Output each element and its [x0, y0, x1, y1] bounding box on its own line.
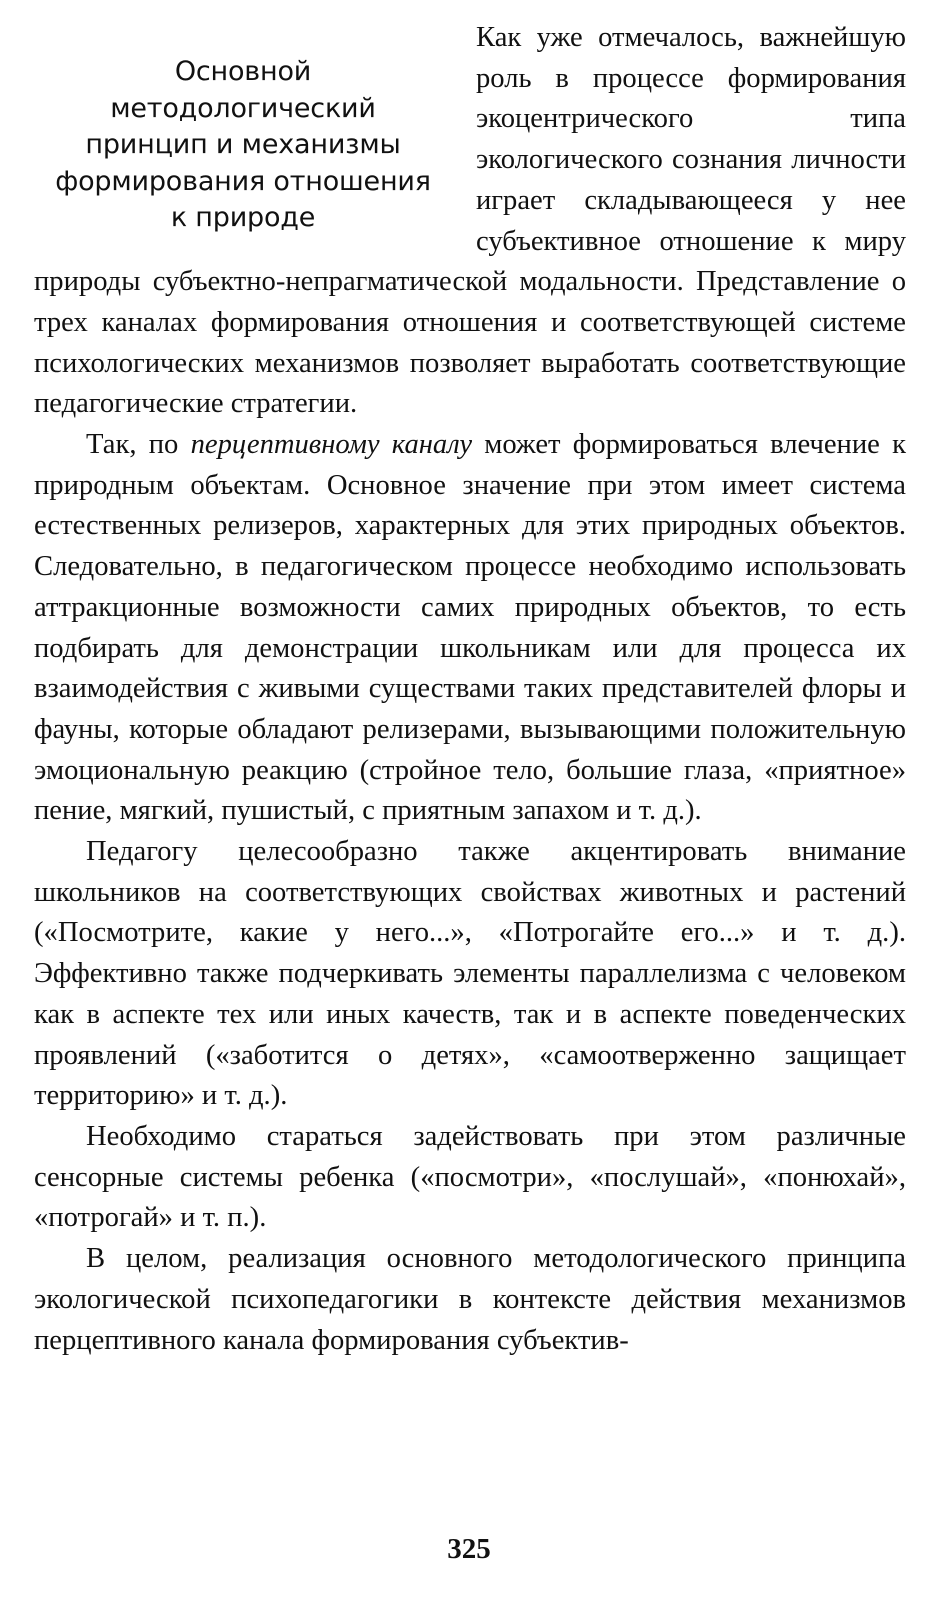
paragraph-text: Педагогу целесообразно также акцентировать внимание школьников на соответствующих свойствах животных и растений («Посмотрите, какие у него...», «Потрогайте его...» и т. д.). Эффективно также подчеркивать элементы параллелизма с человеком как в аспекте тех или иных качеств, так и в аспекте поведенческих проявлений («заботится о детях», «самоотверженно защищает территорию» и т. д.).: [34, 836, 906, 1112]
page-content: [34, 18, 906, 1361]
paragraph-conclusion: [34, 1239, 906, 1361]
heading-line: методологический: [110, 92, 376, 124]
paragraph-text: В целом, реализация основного методологического принципа экологической психопедагогики в контексте действия механизмов перцептивного канала формирования субъектив-: [34, 1243, 906, 1356]
page-number: 325: [447, 1533, 491, 1565]
heading-line: принцип и механизмы: [85, 129, 401, 160]
paragraph-teacher-attention: [34, 832, 906, 1117]
heading-line: формирования отношения: [55, 165, 431, 197]
paragraph-text: Как уже отмечалось, важнейшую роль в процессе формирования экоцентрического типа экологического сознания личности играет складывающееся у нее субъективное отношение к миру природы субъектно-непрагматической модальности. Представление о трех каналах формирования отношения и соответствующей системе психологических механизмов позволяет выработать соответствующие педагогические стратегии.: [34, 22, 906, 420]
paragraph-perceptive-channel: [34, 425, 906, 832]
paragraph-sensory-systems: [34, 1117, 906, 1239]
paragraph-text: Так, по: [86, 429, 191, 461]
heading-line: Основной: [174, 56, 312, 87]
paragraph-text: Необходимо стараться задействовать при этом различные сенсорные системы ребенка («посмотри», «послушай», «понюхай», «потрогай» и т. п.).: [34, 1120, 906, 1234]
section-heading: [34, 54, 452, 237]
heading-line: к природе: [170, 202, 316, 233]
emphasized-term: перцептивному каналу: [190, 429, 473, 461]
paragraph-text: может формироваться влечение к природным объектам. Основное значение при этом имеет система естественных релизеров, характерных для этих природных объектов. Следовательно, в педагогическом процессе необходимо использовать аттракционные возможности самих природных объектов, то есть подбирать для демонстрации школьникам или для процесса их взаимодействия с живыми существами таких представителей флоры и фауны, которые обладают релизерами, вызывающими положительную эмоциональную реакцию (стройное тело, большие глаза, «приятное» пение, мягкий, пушистый, с приятным запахом и т. д.).: [34, 429, 906, 827]
